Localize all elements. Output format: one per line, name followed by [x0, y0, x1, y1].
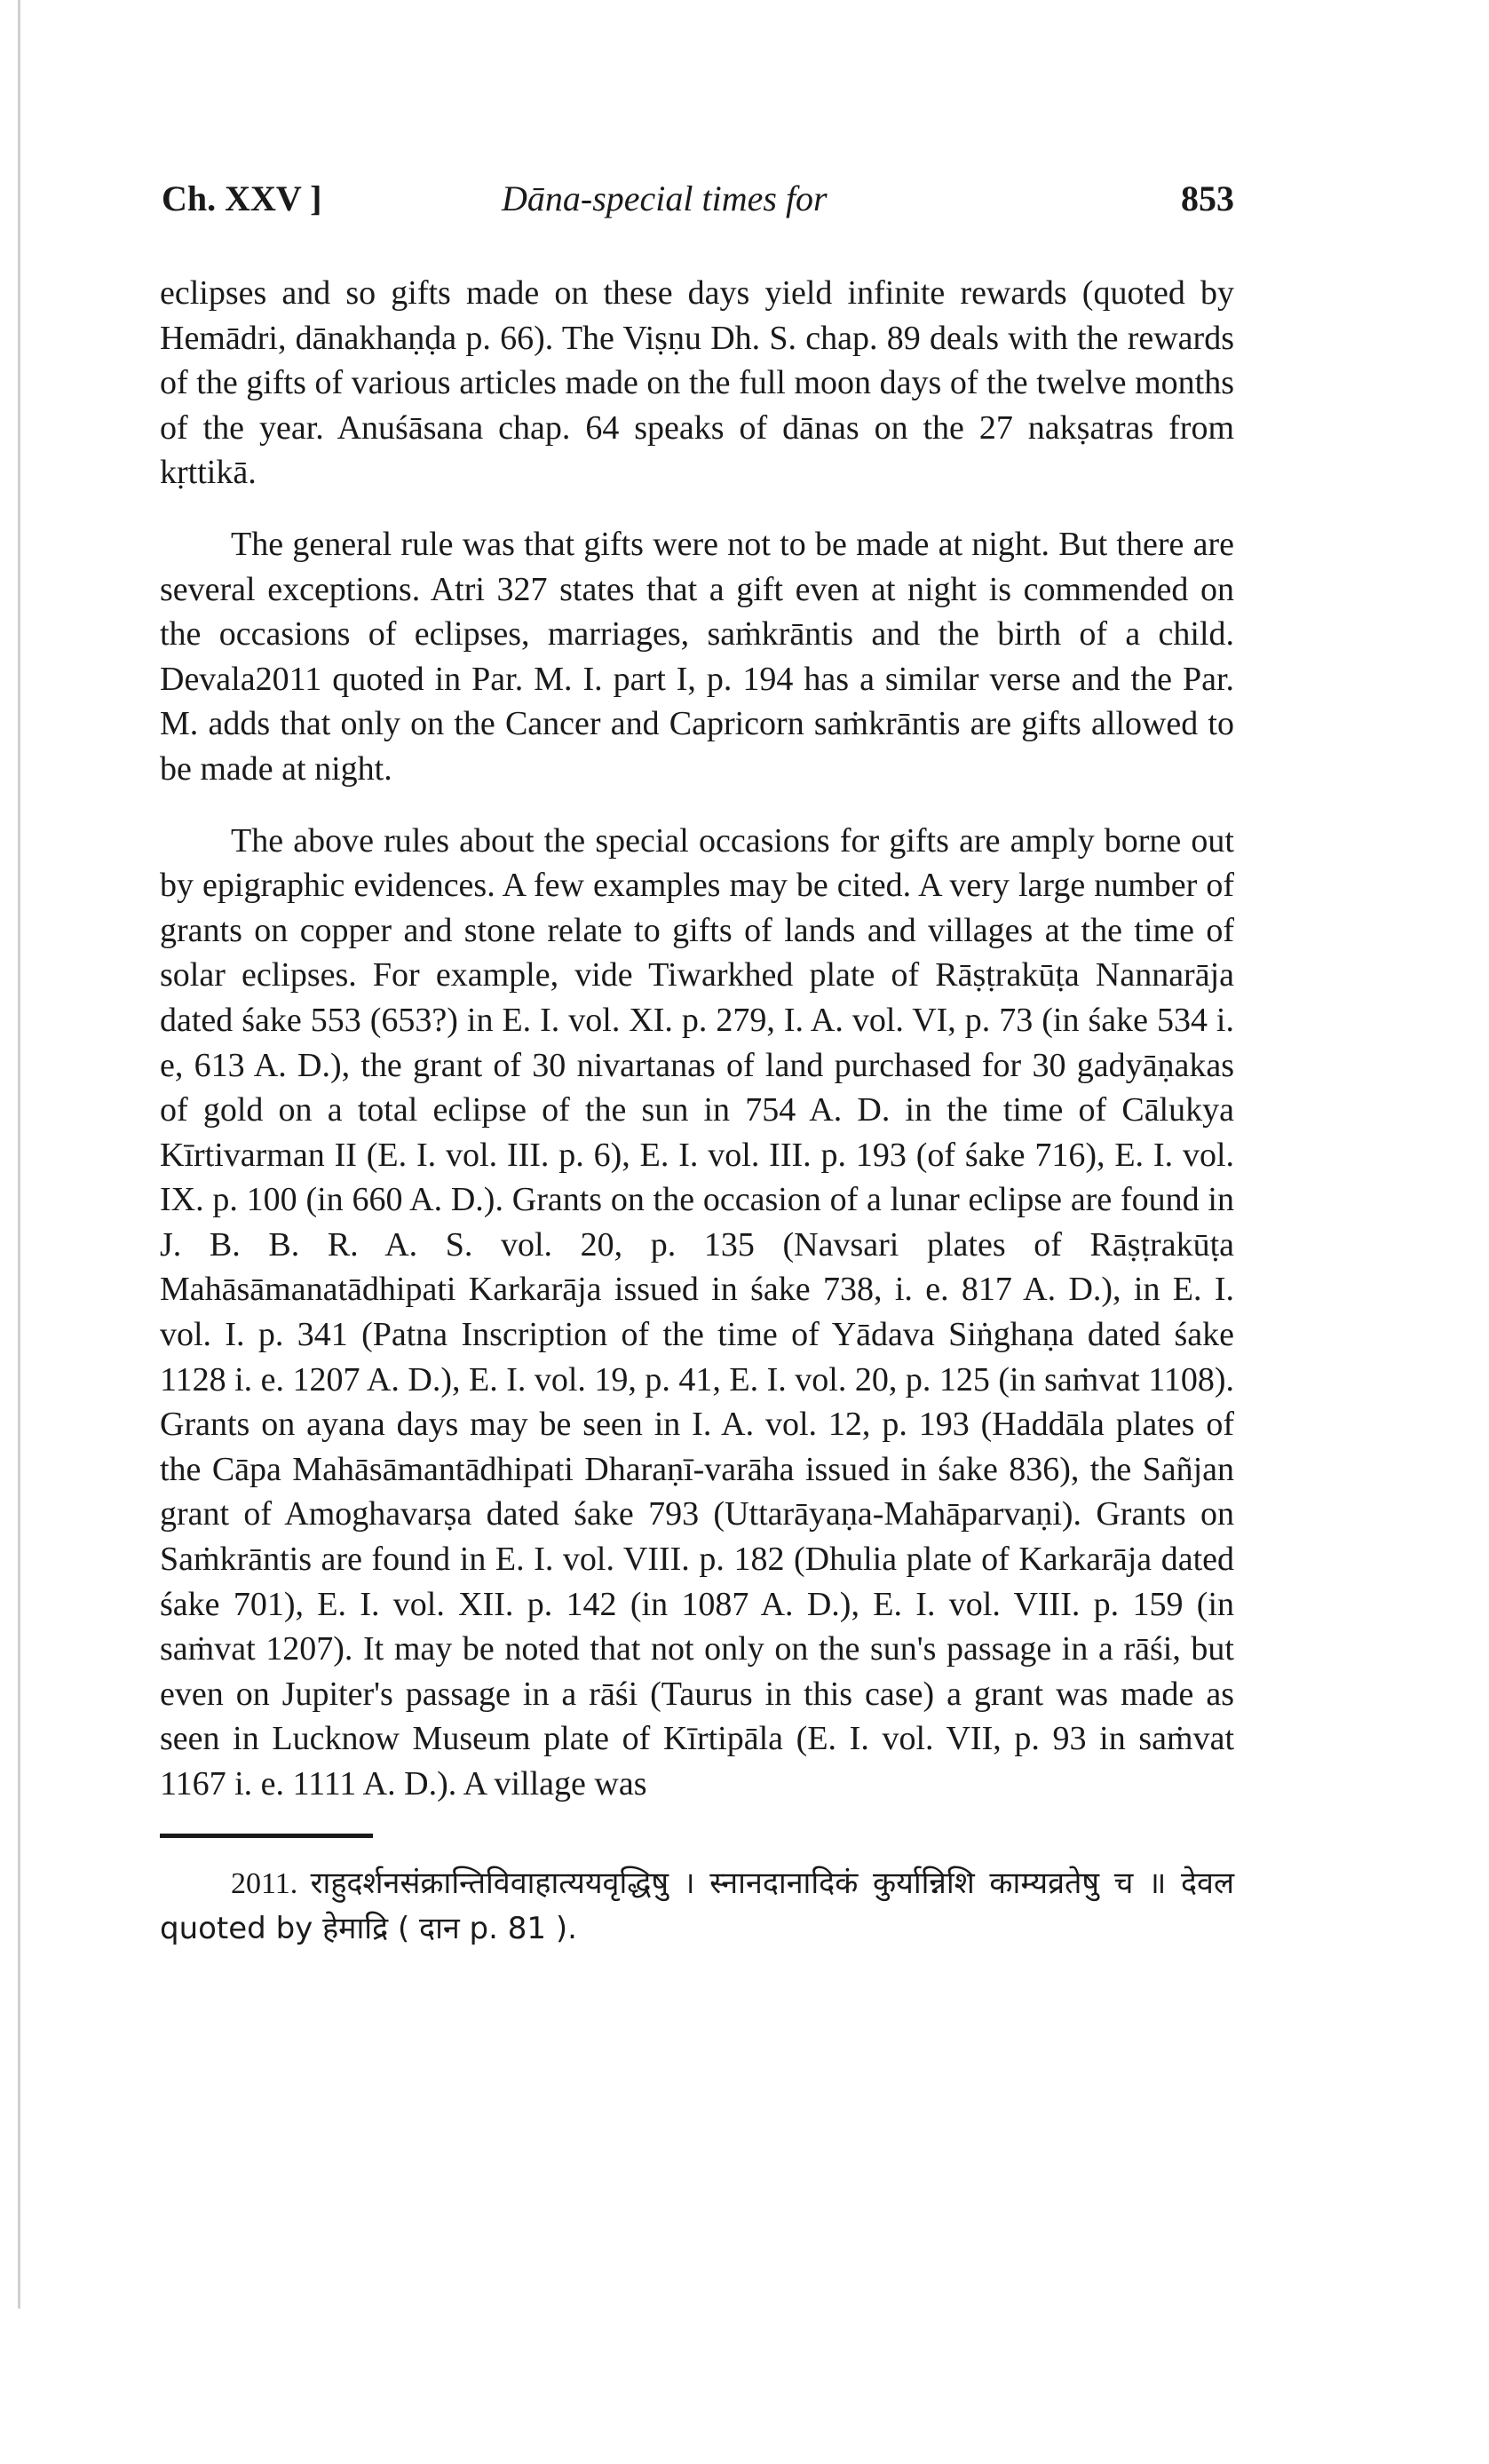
- chapter-label: Ch. XXV ]: [162, 178, 322, 218]
- page-number: 853: [1181, 178, 1234, 218]
- footnote-rule: [160, 1834, 373, 1838]
- body-text: [160, 271, 1234, 1807]
- book-page: [160, 178, 1234, 1952]
- footnote-text: राहुदर्शनसंक्रान्तिविवाहात्ययवृद्धिषु । स्नानदानादिकं कुर्यान्निशि काम्यव्रतेषु च ॥ देवल quoted by हेमाद्रि ( दान p. 81 ).: [160, 1865, 1234, 1946]
- running-head: [160, 178, 1234, 231]
- scan-edge-line: [18, 0, 20, 2309]
- paragraph-3: The above rules about the special occasions for gifts are amply borne out by epigraphic evidences. A few examples may be cited. A very large number of grants on copper and stone relate to gifts of lands and villages at the time of solar eclipses. For example, vide Tiwarkhed plate of Rāṣṭrakūṭa Nannarāja dated śake 553 (653?) in E. I. vol. XI. p. 279, I. A. vol. VI, p. 73 (in śake 534 i. e, 613 A. D.), the grant of 30 nivartanas of land purchased for 30 gadyāṇakas of gold on a total eclipse of the sun in 754 A. D. in the time of Cālukya Kīrtivarman II (E. I. vol. III. p. 6), E. I. vol. III. p. 193 (of śake 716), E. I. vol. IX. p. 100 (in 660 A. D.). Grants on the occasion of a lunar eclipse are found in J. B. B. R. A. S. vol. 20, p. 135 (Navsari plates of Rāṣṭrakūṭa Mahāsāmanatādhipati Karkarāja issued in śake 738, i. e. 817 A. D.), in E. I. vol. I. p. 341 (Patna Inscription of the time of Yādava Siṅghaṇa dated śake 1128 i. e. 1207 A. D.), E. I. vol. 19, p. 41, E. I. vol. 20, p. 125 (in saṁvat 1108). Grants on ayana days may be seen in I. A. vol. 12, p. 193 (Haddāla plates of the Cāpa Mahāsāmantādhipati Dharaṇī-varāha issued in śake 836), the Sañjan grant of Amoghavarṣa dated śake 793 (Uttarāyaṇa-Mahāparvaṇi). Grants on Saṁkrāntis are found in E. I. vol. VIII. p. 182 (Dhulia plate of Karkarāja dated śake 701), E. I. vol. XII. p. 142 (in 1087 A. D.), E. I. vol. VIII. p. 159 (in saṁvat 1207). It may be noted that not only on the sun's passage in a rāśi, but even on Jupiter's passage in a rāśi (Taurus in this case) a grant was made as seen in Lucknow Museum plate of Kīrtipāla (E. I. vol. VII, p. 93 in saṁvat 1167 i. e. 1111 A. D.). A village was: [160, 821, 1234, 1802]
- paragraph-2: The general rule was that gifts were not to be made at night. But there are several exceptions. Atri 327 states that a gift even at night is commended on the occasions of eclipses, marriages, saṁkrāntis and the birth of a child. Devala2011 quoted in Par. M. I. part I, p. 194 has a similar verse and the Par. M. adds that only on the Cancer and Capricorn saṁkrāntis are gifts allowed to be made at night.: [160, 525, 1234, 788]
- paragraph-1: eclipses and so gifts made on these days yield infinite rewards (quoted by Hemādri, dānakhaṇḍa p. 66). The Viṣṇu Dh. S. chap. 89 deals with the rewards of the gifts of various articles made on the full moon days of the twelve months of the year. Anuśāsana chap. 64 speaks of dānas on the 27 nakṣatras from kṛttikā.: [160, 274, 1234, 492]
- footnote: [160, 1861, 1234, 1952]
- running-title: Dāna-special times for: [502, 178, 828, 218]
- footnote-number: 2011.: [231, 1866, 298, 1900]
